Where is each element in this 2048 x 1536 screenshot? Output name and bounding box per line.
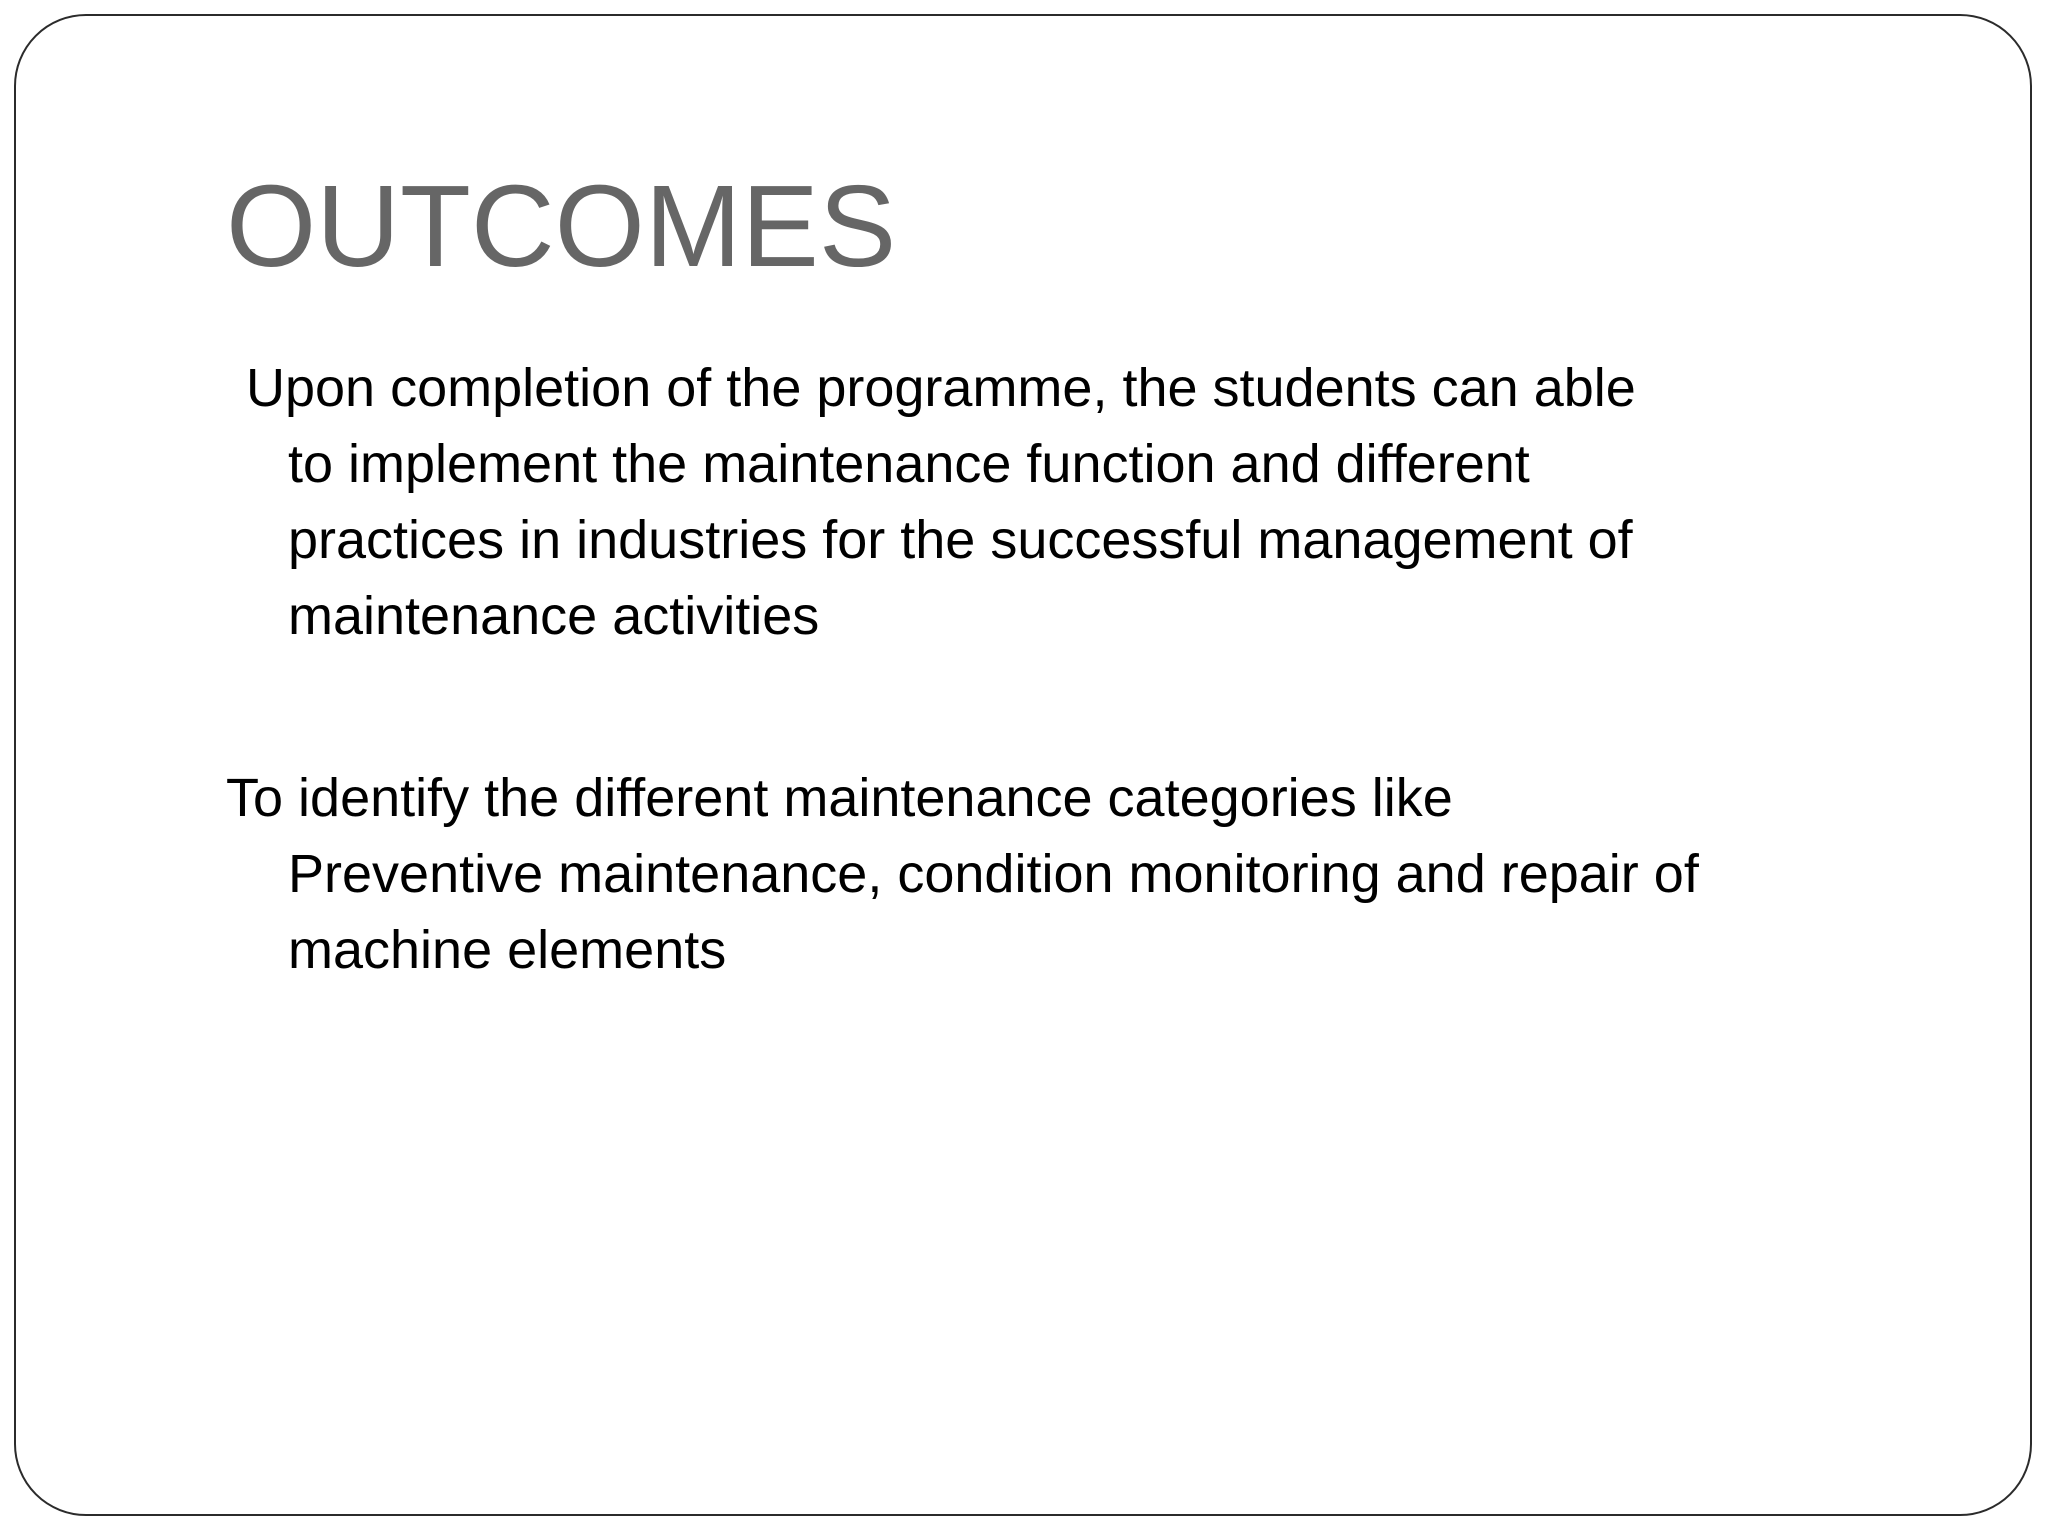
paragraph-line: machine elements (288, 920, 727, 980)
outcome-paragraph-categories (226, 760, 1699, 988)
paragraph-line: maintenance activities (288, 586, 820, 646)
paragraph-line: To identify the different maintenance categories like (226, 768, 1453, 828)
paragraph-line: Preventive maintenance, condition monitoring and repair of (288, 844, 1699, 904)
outcome-paragraph-completion (246, 350, 1636, 654)
paragraph-line: Upon completion of the programme, the students can able (246, 358, 1636, 418)
paragraph-line: to implement the maintenance function and different (288, 434, 1530, 494)
paragraph-line: practices in industries for the successful management of (288, 510, 1633, 570)
slide-title: OUTCOMES (226, 161, 897, 291)
